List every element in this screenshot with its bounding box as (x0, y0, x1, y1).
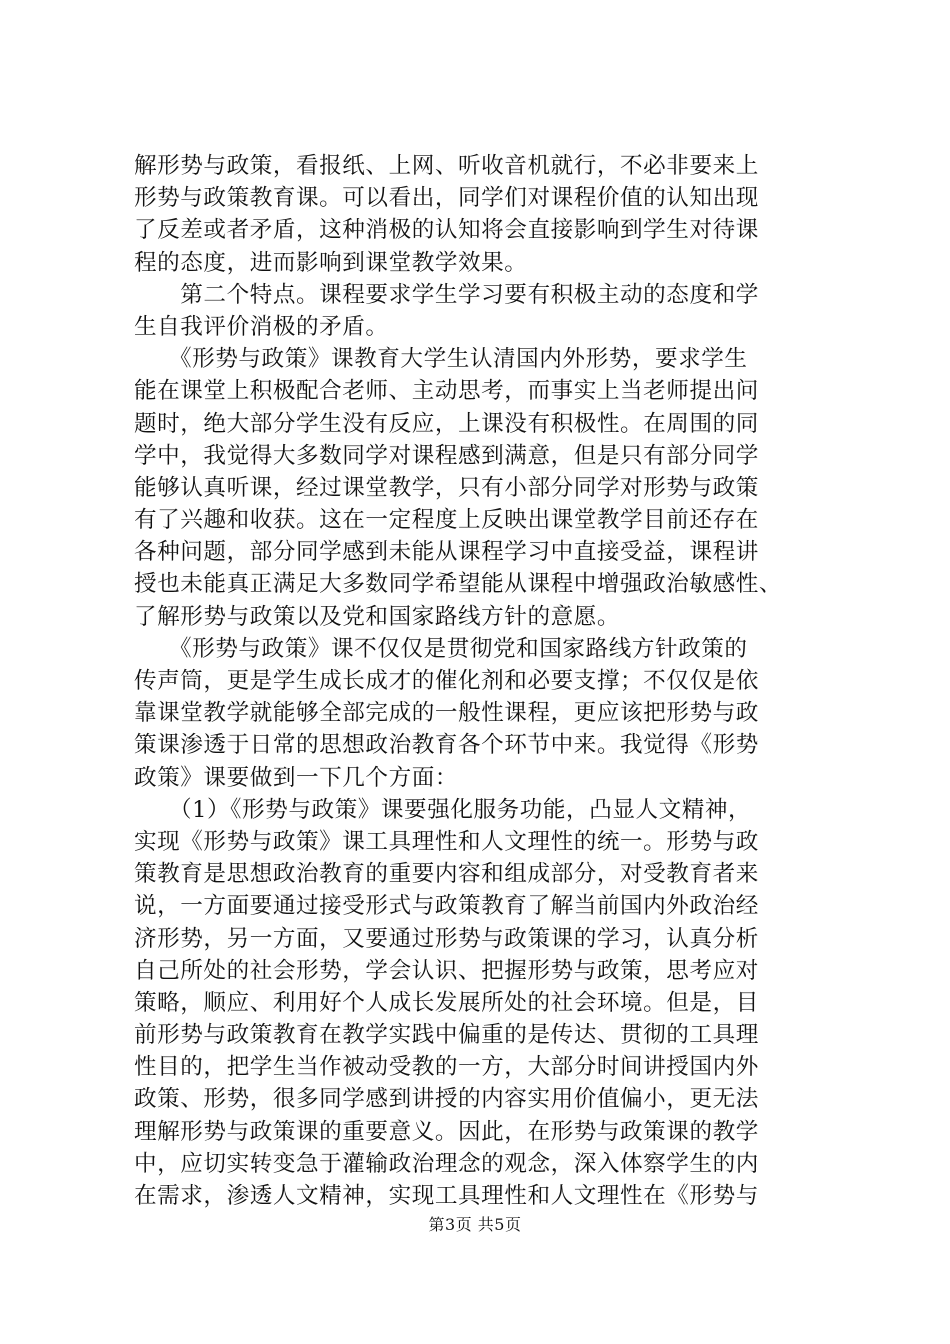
text-line: 传声筒，更是学生成长成才的催化剂和必要支撑；不仅仅是依 (134, 668, 759, 694)
text-line: 各种问题，部分同学感到未能从课程学习中直接受益，课程讲 (134, 539, 759, 566)
text-line: 性目的，把学生当作被动受教的一方，大部分时间讲授国内外 (134, 1054, 759, 1081)
text-line: 策课渗透于日常的思想政治教育各个环节中来。我觉得《形势 (134, 732, 759, 759)
text-line: 《形势与政策》课教育大学生认清国内外形势，要求学生 (134, 346, 748, 373)
text-line: 《形势与政策》课不仅仅是贯彻党和国家路线方针政策的 (134, 635, 748, 662)
text-line: 理解形势与政策课的重要意义。因此，在形势与政策课的教学 (134, 1118, 759, 1145)
text-line: 在需求，渗透人文精神，实现工具理性和人文理性在《形势与 (134, 1183, 759, 1209)
page-number-footer: 第3页 共5页 (428, 1215, 522, 1234)
text-line: 形势与政策教育课。可以看出，同学们对课程价值的认知出现 (134, 185, 759, 212)
text-line: 程的态度，进而影响到课堂教学效果。 (134, 249, 528, 276)
text-line: 济形势，另一方面，又要通过形势与政策课的学习，认真分析 (134, 925, 759, 952)
document-body (134, 150, 854, 1212)
text-line: 前形势与政策教育在教学实践中偏重的是传达、贯彻的工具理 (134, 1022, 759, 1049)
text-line: 了反差或者矛盾，这种消极的认知将会直接影响到学生对待课 (134, 217, 759, 244)
text-line: 有了兴趣和收获。这在一定程度上反映出课堂教学目前还存在 (134, 507, 759, 534)
text-line: 第二个特点。课程要求学生学习要有积极主动的态度和学 (134, 281, 759, 308)
text-line: 中，应切实转变急于灌输政治理念的观念，深入体察学生的内 (134, 1150, 759, 1177)
text-line: 了解形势与政策以及党和国家路线方针的意愿。 (134, 603, 621, 630)
text-line: 实现《形势与政策》课工具理性和人文理性的统一。形势与政 (134, 828, 759, 855)
text-line: 能在课堂上积极配合老师、主动思考，而事实上当老师提出问 (134, 378, 759, 405)
text-line: 策略，顺应、利用好个人成长发展所处的社会环境。但是，目 (134, 989, 759, 1016)
text-line: 学中，我觉得大多数同学对课程感到满意，但是只有部分同学 (134, 442, 759, 469)
text-line: 自己所处的社会形势，学会认识、把握形势与政策，思考应对 (134, 957, 759, 984)
text-line: 政策、形势，很多同学感到讲授的内容实用价值偏小，更无法 (134, 1086, 759, 1113)
text-line: 生自我评价消极的矛盾。 (134, 313, 389, 340)
text-line: 解形势与政策，看报纸、上网、听收音机就行，不必非要来上 (134, 153, 759, 179)
text-line: 策教育是思想政治教育的重要内容和组成部分，对受教育者来 (134, 861, 759, 888)
text-line: 政策》课要做到一下几个方面： (134, 764, 459, 791)
text-line: 能够认真听课，经过课堂教学，只有小部分同学对形势与政策 (134, 474, 759, 501)
text-line: 说，一方面要通过接受形式与政策教育了解当前国内外政治经 (134, 893, 759, 920)
text-line: 授也未能真正满足大多数同学希望能从课程中增强政治敏感性、 (134, 571, 783, 598)
text-line: 题时，绝大部分学生没有反应，上课没有积极性。在周围的同 (134, 410, 759, 437)
text-line: 靠课堂教学就能够全部完成的一般性课程，更应该把形势与政 (134, 700, 759, 727)
text-line: （1）《形势与政策》课要强化服务功能，凸显人文精神， (134, 796, 752, 823)
